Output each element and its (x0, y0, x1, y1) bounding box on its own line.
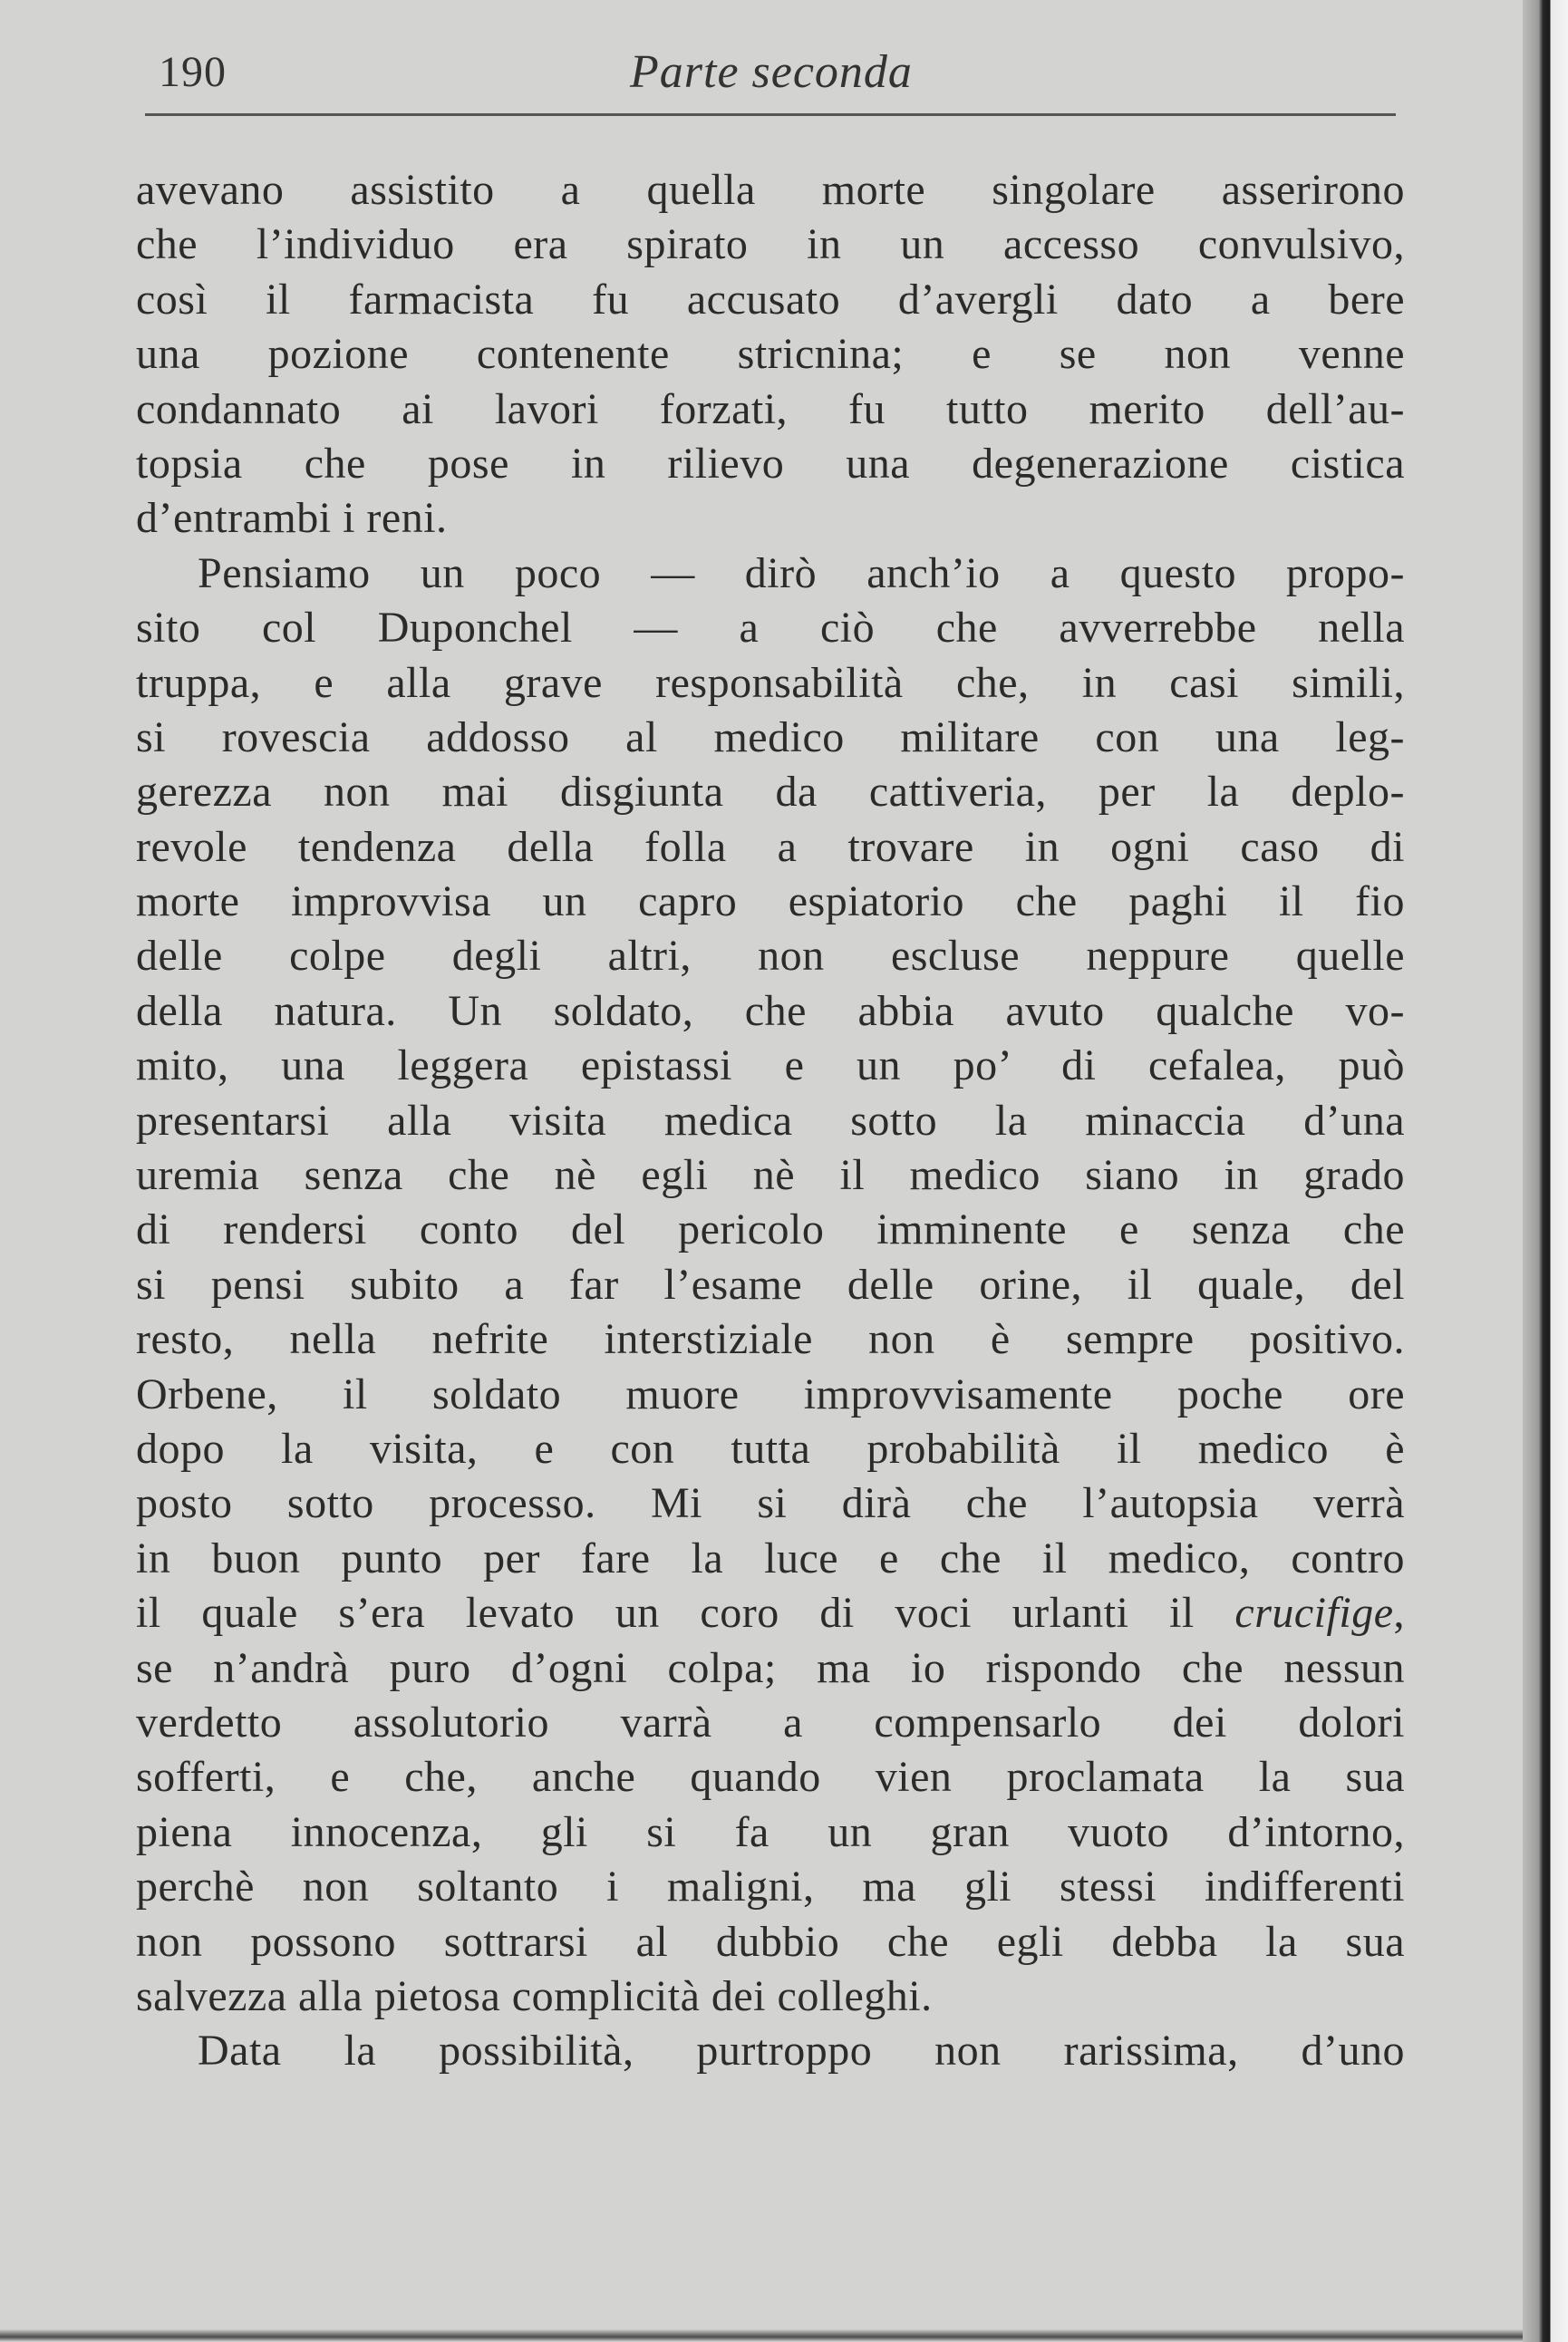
page-edge-shadow (1523, 0, 1568, 2342)
text-line (136, 711, 1405, 765)
text-line (136, 1368, 1405, 1422)
text-line-content: Pensiamo un poco — dirò anch’io a questo propo- (198, 548, 1405, 597)
text-line (136, 929, 1405, 983)
text-line (136, 1641, 1405, 1696)
text-line (136, 656, 1405, 711)
text-line (136, 437, 1405, 491)
text-line-content: in buon punto per fare la luce e che il medico, contro (136, 1534, 1405, 1582)
text-line (136, 1969, 1405, 2024)
text-line (136, 491, 1405, 546)
text-line-content: gerezza non mai disgiunta da cattiveria, per la deplo- (136, 768, 1405, 817)
text-line-content: sofferti, e che, anche quando vien proclamata la sua (136, 1753, 1405, 1802)
punctuation: , (1393, 1589, 1405, 1638)
running-title: Parte seconda (630, 46, 913, 98)
text-line-content: Data la possibilità, purtroppo non rarissima, d’uno (198, 2027, 1405, 2076)
text-line (136, 218, 1405, 272)
text-line (136, 1422, 1405, 1476)
text-line-content: di rendersi conto del pericolo imminente e senza che (136, 1205, 1405, 1254)
text-line (136, 1586, 1405, 1640)
text-line (136, 327, 1405, 382)
text-line-content: verdetto assolutorio varrà a compensarlo dei dolori (136, 1698, 1405, 1747)
text-line (136, 820, 1405, 875)
text-line-content: Orbene, il soldato muore improvvisamente poche ore (136, 1369, 1405, 1418)
body-text (136, 163, 1405, 2079)
text-line-content: resto, nella nefrite interstiziale non è sempre positivo. (136, 1315, 1405, 1364)
text-line (136, 875, 1405, 929)
text-line (136, 1476, 1405, 1531)
text-line (136, 1532, 1405, 1586)
text-line (136, 601, 1405, 655)
text-line (136, 984, 1405, 1039)
text-line-content: una pozione contenente stricnina; e se non venne (136, 330, 1405, 379)
text-line (136, 1203, 1405, 1257)
text-line-content: avevano assistito a quella morte singolare asserirono (136, 166, 1405, 214)
text-line-content: posto sotto processo. Mi si dirà che l’autopsia verrà (136, 1479, 1405, 1528)
text-line (136, 1860, 1405, 1914)
text-line (136, 1094, 1405, 1148)
page-number: 190 (159, 48, 227, 96)
text-line-content: revole tendenza della folla a trovare in ogni caso di (136, 822, 1405, 871)
text-line (136, 1312, 1405, 1367)
text-line-content: sito col Duponchel — a ciò che avverrebbe nella (136, 604, 1405, 653)
text-line (136, 273, 1405, 327)
text-line-content: che l’individuo era spirato in un accesso convulsivo, (136, 220, 1405, 269)
text-line (136, 1258, 1405, 1312)
text-line-content: il quale s’era levato un coro di voci urlanti il (136, 1589, 1235, 1638)
text-line-content: condannato ai lavori forzati, fu tutto merito dell’au- (136, 384, 1405, 433)
text-line (136, 382, 1405, 437)
text-line-content: piena innocenza, gli si fa un gran vuoto d’intorno, (136, 1807, 1405, 1856)
page-bottom-edge (0, 2329, 1523, 2342)
text-line-content: si rovescia addosso al medico militare con una leg- (136, 712, 1405, 761)
text-line-content: perchè non soltanto i maligni, ma gli stessi indifferenti (136, 1863, 1405, 1911)
italic-word: crucifige (1234, 1589, 1394, 1638)
text-line-content: non possono sottrarsi al dubbio che egli debba la sua (136, 1917, 1405, 1966)
text-line-content: della natura. Un soldato, che abbia avuto qualche vo- (136, 986, 1405, 1035)
text-line (136, 163, 1405, 218)
text-line-content: se n’andrà puro d’ogni colpa; ma io rispondo che nessun (136, 1643, 1405, 1692)
text-line-content: si pensi subito a far l’esame delle orine, il quale, del (136, 1260, 1405, 1309)
text-line (136, 547, 1405, 601)
text-line (136, 2024, 1405, 2078)
text-line (136, 1039, 1405, 1093)
text-line-content: presentarsi alla visita medica sotto la minaccia d’una (136, 1096, 1405, 1145)
text-line-content: morte improvvisa un capro espiatorio che paghi il fio (136, 877, 1405, 926)
text-line-content: uremia senza che nè egli nè il medico siano in grado (136, 1151, 1405, 1200)
text-line (136, 1696, 1405, 1750)
text-line-content: salvezza alla pietosa complicità dei colleghi. (136, 1971, 933, 2020)
text-line (136, 1750, 1405, 1805)
text-line-content: truppa, e alla grave responsabilità che, in casi simili, (136, 658, 1405, 707)
text-line-content: d’entrambi i reni. (136, 494, 448, 543)
text-line-content: dopo la visita, e con tutta probabilità il medico è (136, 1424, 1405, 1473)
page-header (140, 38, 1400, 111)
text-line (136, 1805, 1405, 1860)
text-line-content: topsia che pose in rilievo una degenerazione cistica (136, 439, 1405, 488)
text-line-content: delle colpe degli altri, non escluse neppure quelle (136, 932, 1405, 981)
text-line (136, 1915, 1405, 1969)
text-line-content: così il farmacista fu accusato d’avergli dato a bere (136, 275, 1405, 324)
header-rule (145, 113, 1396, 116)
text-line (136, 1148, 1405, 1203)
text-line (136, 765, 1405, 819)
text-line-content: mito, una leggera epistassi e un po’ di cefalea, può (136, 1041, 1405, 1090)
